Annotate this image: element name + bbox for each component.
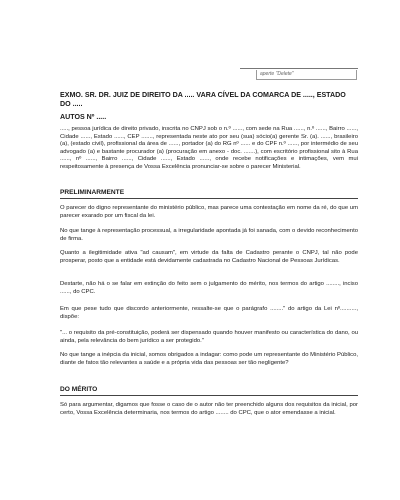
stamp-label: aperte "Delete" <box>256 70 357 80</box>
section-divider <box>60 395 358 396</box>
paragraph: Só para argumentar, digamos que fosse o caso de o autor não ter preenchido alguns dos requisitos da inicial, por certo, Vossa Excelência determinaria, nos termos do artigo ........ do CPC, que o ator emendasse a inicial. <box>60 402 358 416</box>
section-divider <box>60 198 358 199</box>
quote-paragraph: "... o requisito da pré-constituição, poderá ser dispensado quando houver manifesto ou característica do dano, ou ainda, pela relevância do bem jurídico a ser protegido." <box>60 330 358 344</box>
paragraph: Destarte, não há o se falar em extinção do feito sem o julgamento do mérito, nos termos do artigo ........, inciso ......, do CPC. <box>60 281 358 295</box>
paragraph: Quanto a ilegitimidade ativa "ad causam", em virtude da falta de Cadastro perante o CNPJ, tal não pode prosperar, posto que a entidade está devidamente cadastrada no Cadastro Nacional de Pessoas Jurídicas. <box>60 250 358 264</box>
section-title-merito: DO MÉRITO <box>60 386 98 393</box>
stamp-divider <box>240 68 358 69</box>
case-number: AUTOS Nº ..... <box>60 113 107 121</box>
intro-paragraph: ....., pessoa jurídica de direito privado, inscrita no CNPJ sob o n.º ......, com sede na Rua ......, n.º ......, Bairro ......, Cidade ......, Estado ......, CEP ......., representada neste ato por seu (sua) sócio(a) gerente Sr. (a). ......, brasileiro (a), (estado civil), profissional da área de ......, portador (a) do RG nº ...... e do CPF n.º ......, por intermédio de seu advogado (a) e bastante procurador (a) (procuração em anexo - doc. .......), com escritório profissional sito à Rua ......, nº ......, Bairro ......, Cidade ......, Estado ......, onde recebe notificações e intimações, vem mui respeitosamente à presença de Vossa Excelência pronunciar-se sobre o parecer Ministerial. <box>60 126 358 170</box>
section-title-preliminar: PRELIMINARMENTE <box>60 189 125 196</box>
paragraph: Em que pese tudo que discordo anteriormente, ressalte-se que o parágrafo ........" do artigo da Lei nº.........., dispõe: <box>60 306 358 320</box>
paragraph: No que tange a inépcia da inicial, somos obrigados a indagar: como pode um representante do Ministério Público, diante de fatos tão relevantes a saúde e a própria vida das pessoas ser tão negligente? <box>60 352 358 366</box>
paragraph: No que tange à representação processual, a irregularidade apontada já foi sanada, com o devido reconhecimento de firma. <box>60 228 358 242</box>
document-heading: EXMO. SR. DR. JUIZ DE DIREITO DA ..... VARA CÍVEL DA COMARCA DE ....., ESTADO DO ..... <box>60 91 346 108</box>
paragraph: O parecer do digno representante do ministério público, mas parece uma contestação em nome da ré, do que um parecer exarado por um fiscal da lei. <box>60 205 358 219</box>
